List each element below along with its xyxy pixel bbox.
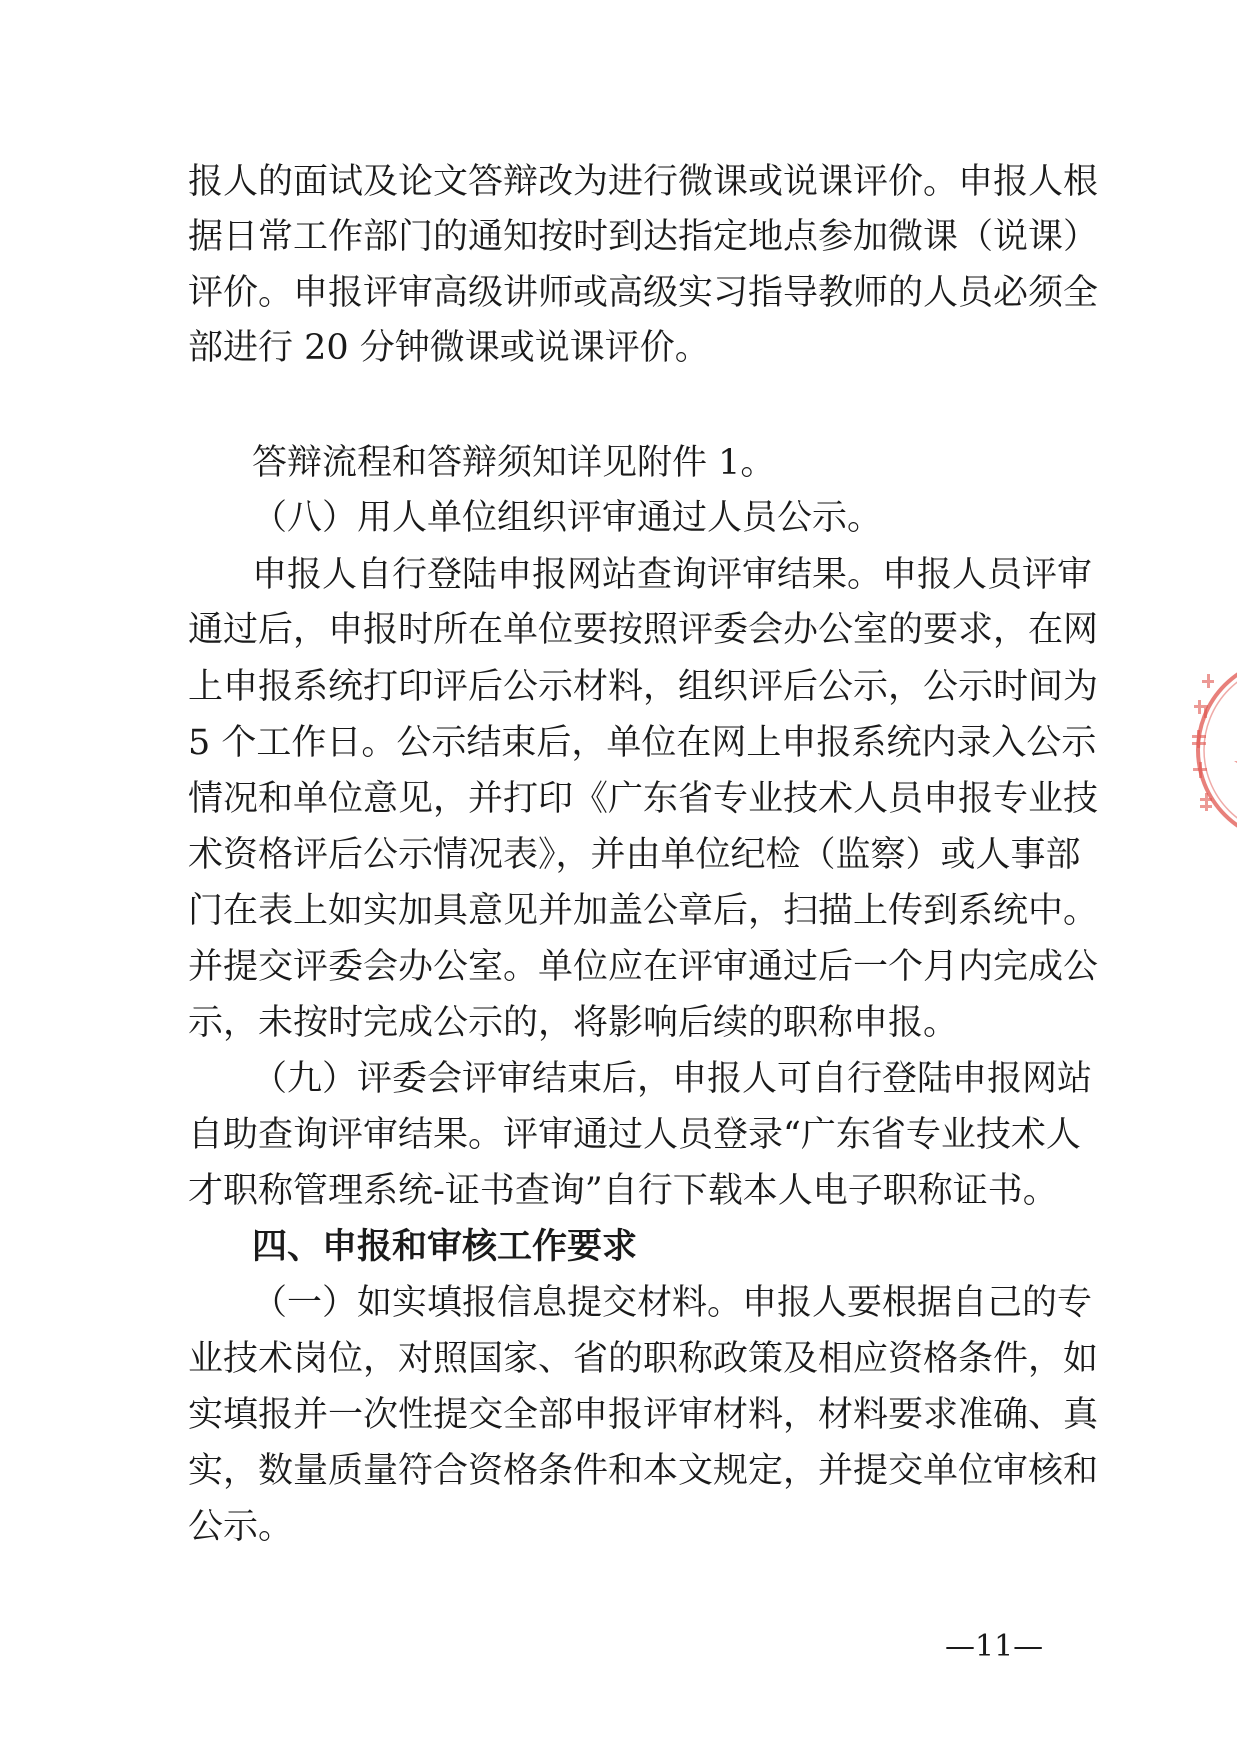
body-line: 自助查询评审结果。评审通过人员登录“广东省专业技术人 (188, 1115, 1081, 1155)
section-heading: 四、申报和审核工作要求 (252, 1227, 638, 1267)
body-line: 情况和单位意见，并打印《广东省专业技术人员申报专业技 (188, 779, 1099, 819)
body-line: 并提交评委会办公室。单位应在评审通过后一个月内完成公 (188, 947, 1099, 987)
body-line: 5 个工作日。公示结束后，单位在网上申报系统内录入公示 (188, 723, 1097, 763)
body-line: 门在表上如实加具意见并加盖公章后，扫描上传到系统中。 (188, 891, 1099, 931)
section-title: （八）用人单位组织评审通过人员公示。 (252, 498, 883, 538)
body-line: 示，未按时完成公示的，将影响后续的职称申报。 (188, 1003, 959, 1043)
seal-icon (1180, 650, 1237, 850)
body-line: 通过后，申报时所在单位要按照评委会办公室的要求，在网 (188, 610, 1099, 650)
official-seal-stamp (1180, 650, 1237, 850)
body-line: 上申报系统打印评后公示材料，组织评后公示，公示时间为 (188, 667, 1099, 707)
body-line: 术资格评后公示情况表》，并由单位纪检（监察）或人事部 (188, 835, 1081, 875)
body-line: 部进行 20 分钟微课或说课评价。 (188, 328, 710, 368)
body-line: 据日常工作部门的通知按时到达指定地点参加微课（说课） (188, 217, 1099, 257)
body-line: 答辩流程和答辩须知详见附件 1。 (252, 443, 776, 483)
body-line: 实填报并一次性提交全部申报评审材料，材料要求准确、真 (188, 1395, 1099, 1435)
body-line: （一）如实填报信息提交材料。申报人要根据自己的专 (252, 1283, 1093, 1323)
body-line: 实，数量质量符合资格条件和本文规定，并提交单位审核和 (188, 1451, 1099, 1491)
page-number: —11— (945, 1629, 1044, 1664)
body-line: 评价。申报评审高级讲师或高级实习指导教师的人员必须全 (188, 273, 1099, 313)
body-line: 申报人自行登陆申报网站查询评审结果。申报人员评审 (252, 555, 1093, 595)
body-line: （九）评委会评审结束后，申报人可自行登陆申报网站 (252, 1059, 1093, 1099)
body-line: 公示。 (188, 1507, 294, 1547)
body-line: 才职称管理系统-证书查询”自行下载本人电子职称证书。 (188, 1171, 1058, 1211)
body-line: 报人的面试及论文答辩改为进行微课或说课评价。申报人根 (188, 162, 1099, 202)
body-line: 业技术岗位，对照国家、省的职称政策及相应资格条件，如 (188, 1339, 1099, 1379)
